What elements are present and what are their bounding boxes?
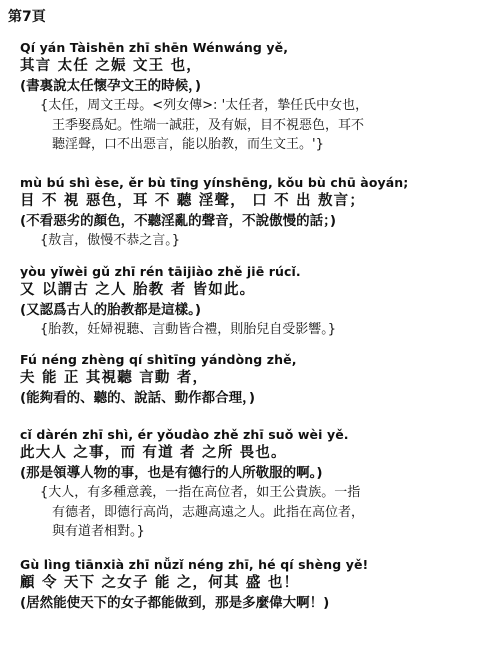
classical-chinese-line: 目 不 視 惡色，耳 不 聽 淫聲， 口 不 出 敖言； (20, 193, 366, 209)
page-number: 第7頁 (8, 9, 46, 25)
pinyin-line: cǐ dàrén zhī shì, ér yǒudào zhě zhī suǒ wèi yě. (20, 427, 349, 442)
pinyin-line: Qí yán Tàishēn zhī shēn Wénwáng yě, (20, 40, 289, 55)
passage-section-1 (20, 40, 492, 155)
classical-chinese-line: 顧 令 天下 之女子 能 之，何其 盛 也！ (20, 575, 300, 591)
classical-chinese-line: 此大人 之事，而 有道 者 之所 畏也。 (20, 445, 287, 461)
translation-line: (書裏說太任懷孕文王的時候，) (20, 78, 202, 94)
translation-line: (又認爲古人的胎教都是這樣。) (20, 302, 202, 318)
passage-section-5 (20, 427, 492, 542)
pinyin-line: Gù lìng tiānxià zhī nǚzǐ néng zhī, hé qí shèng yě! (20, 557, 369, 572)
pinyin-line: yòu yǐwèi gǔ zhī rén tāijiào zhě jiē rúcǐ. (20, 264, 301, 279)
translation-line: (能夠看的、聽的、說話、動作都合理，) (20, 390, 256, 406)
passage-section-4 (20, 352, 492, 408)
classical-chinese-line: 其言 太任 之娠 文王 也， (20, 58, 202, 74)
passage-section-6 (20, 557, 492, 613)
note-line: 與有道者相對。} (52, 524, 145, 539)
note-line: {胎教，妊婦視聽、言動皆合禮，則胎兒自受影響。} (40, 322, 337, 337)
note-line: {大人，有多種意義，一指在高位者，如王公貴族。一指 (40, 485, 361, 500)
annotation-note (40, 483, 492, 542)
note-line: {敖言，傲慢不恭之言。} (40, 233, 181, 248)
passage-section-2 (20, 175, 492, 251)
annotation-note (40, 320, 492, 340)
note-line: 聽淫聲，口不出惡言，能以胎教，而生文王。'} (52, 137, 324, 152)
annotation-note (40, 231, 492, 251)
classical-chinese-line: 又 以謂古 之人 胎教 者 皆如此。 (20, 282, 256, 298)
translation-line: (居然能使天下的女子都能做到，那是多麼偉大啊！) (20, 595, 330, 611)
note-line: 王季娶爲妃。性端一誠莊，及有娠，目不視惡色，耳不 (52, 117, 365, 133)
note-line: {太任，周文王母。<列女傳>: '太任者，摯任氏中女也， (40, 98, 369, 113)
annotation-note (40, 96, 492, 155)
pinyin-line: Fú néng zhèng qí shìtīng yándòng zhě, (20, 352, 297, 367)
translation-line: (不看惡劣的顏色，不聽淫亂的聲音，不說傲慢的話；) (20, 213, 337, 229)
pinyin-line: mù bú shì èse, ěr bù tīng yínshēng, kǒu bù chū àoyán; (20, 175, 409, 190)
note-line: 有德者，即德行高尚，志趣高遠之人。此指在高位者， (52, 504, 365, 520)
translation-line: (那是領導人物的事，也是有德行的人所敬服的啊。) (20, 465, 323, 481)
classical-chinese-line: 夫 能 正 其視聽 言動 者， (20, 370, 209, 386)
passage-section-3 (20, 264, 492, 340)
